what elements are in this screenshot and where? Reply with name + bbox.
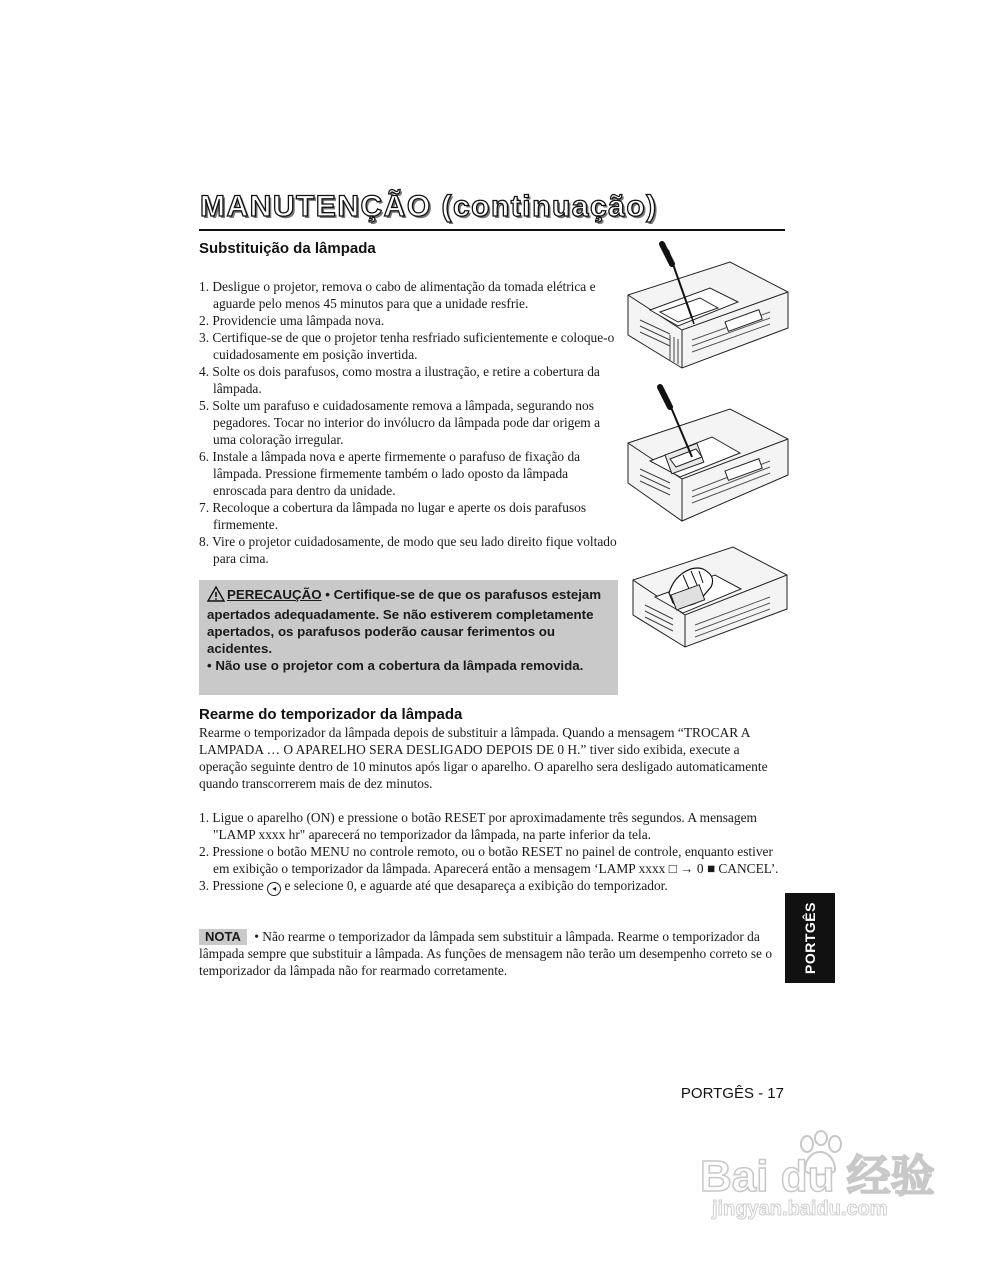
page-number: PORTGÊS - 17 <box>680 1085 784 1102</box>
list-item: 1. Desligue o projetor, remova o cabo de alimentação da tomada elétrica e aguarde pelo menos 45 minutos para que a unidade resfrie. <box>199 279 596 311</box>
illustration-lift-lamp <box>625 535 790 650</box>
note-paragraph <box>199 928 789 979</box>
list-item: 6. Instale a lâmpada nova e aperte firmemente o parafuso de fixação da lâmpada. Pressione firmemente também o lado oposto da lâmpada enroscada para dentro da unidade. <box>199 449 581 498</box>
title-rule <box>199 229 785 231</box>
caution-text-1: • Certifique-se de que os parafusos estejam apertados adequadamente. Se não estiverem completamente apertados, os parafusos poderão causar ferimentos ou acidentes. <box>207 587 602 656</box>
section-heading-lamp-timer: Rearme do temporizador da lâmpada <box>199 706 463 723</box>
caution-box <box>199 580 618 695</box>
illustration-remove-lamp <box>620 383 790 528</box>
lamp-replacement-steps <box>199 278 619 567</box>
warning-icon <box>207 586 227 606</box>
list-item: 5. Solte um parafuso e cuidadosamente remova a lâmpada, segurando nos pegadores. Tocar no interior do invólucro da lâmpada pode dar origem a uma coloração irregular. <box>199 398 601 447</box>
caution-label: PERECAUÇÃO <box>227 587 322 602</box>
caution-text-2: • Não use o projetor com a cobertura da lâmpada removida. <box>207 658 584 673</box>
section-heading-lamp-replacement: Substituição da lâmpada <box>199 240 376 257</box>
list-item: 8. Vire o projetor cuidadosamente, de modo que seu lado direito fique voltado para cima. <box>199 534 617 566</box>
note-badge: NOTA <box>199 929 247 945</box>
list-item: 1. Ligue o aparelho (ON) e pressione o botão RESET por aproximadamente três segundos. A mensagem "LAMP xxxx hr" aparecerá no temporizador da lâmpada, na parte inferior da tela. <box>199 810 757 842</box>
language-side-tab <box>785 893 835 983</box>
note-text: • Não rearme o temporizador da lâmpada sem substituir a lâmpada. Rearme o temporizador da lâmpada sempre que substituir a lâmpada. As funções de mensagem não terão um desempenho correto se o temporizador da lâmpada não for rearmado corretamente. <box>199 929 773 978</box>
lamp-timer-intro: Rearme o temporizador da lâmpada depois de substituir a lâmpada. Quando a mensagem “TROCAR A LAMPADA … O APARELHO SERA DESLIGADO DEPOIS DE 0 H.” tiver sido exibida, execute a operação seguinte dentro de 10 minutos após ligar o aparelho. O aparelho sera desligado automaticamente quando transcorrerem mais de dez minutos. <box>199 725 768 791</box>
list-item: 2. Pressione o botão MENU no controle remoto, ou o botão RESET no painel de controle, enquanto estiver em exibição o temporizador da lâmpada. Aparecerá então a mensagem ‘LAMP xxxx □ → 0 ■ CANCEL’. <box>199 844 779 876</box>
page-title: MANUTENÇÃO (continuação) <box>200 190 658 223</box>
language-tab-label: PORTGÊS <box>802 902 818 974</box>
list-item: 7. Recoloque a cobertura da lâmpada no lugar e aperte os dois parafusos firmemente. <box>199 500 587 532</box>
step3-prefix: 3. Pressione <box>199 878 264 893</box>
list-item: 2. Providencie uma lâmpada nova. <box>199 313 385 328</box>
step3-suffix: e selecione 0, e aguarde até que desapareça a exibição do temporizador. <box>284 878 668 893</box>
lamp-timer-steps <box>199 809 789 896</box>
watermark-brand: Bai du 经验 <box>700 1152 935 1201</box>
jog-left-icon: ◂ <box>267 882 281 896</box>
list-item <box>199 877 789 896</box>
illustration-remove-cover <box>620 240 790 375</box>
list-item: 3. Certifique-se de que o projetor tenha resfriado suficientemente e coloque-o cuidadosamente em posição invertida. <box>199 330 615 362</box>
watermark-url: jingyan.baidu.com <box>712 1198 888 1220</box>
list-item: 4. Solte os dois parafusos, como mostra a ilustração, e retire a cobertura da lâmpada. <box>199 364 600 396</box>
